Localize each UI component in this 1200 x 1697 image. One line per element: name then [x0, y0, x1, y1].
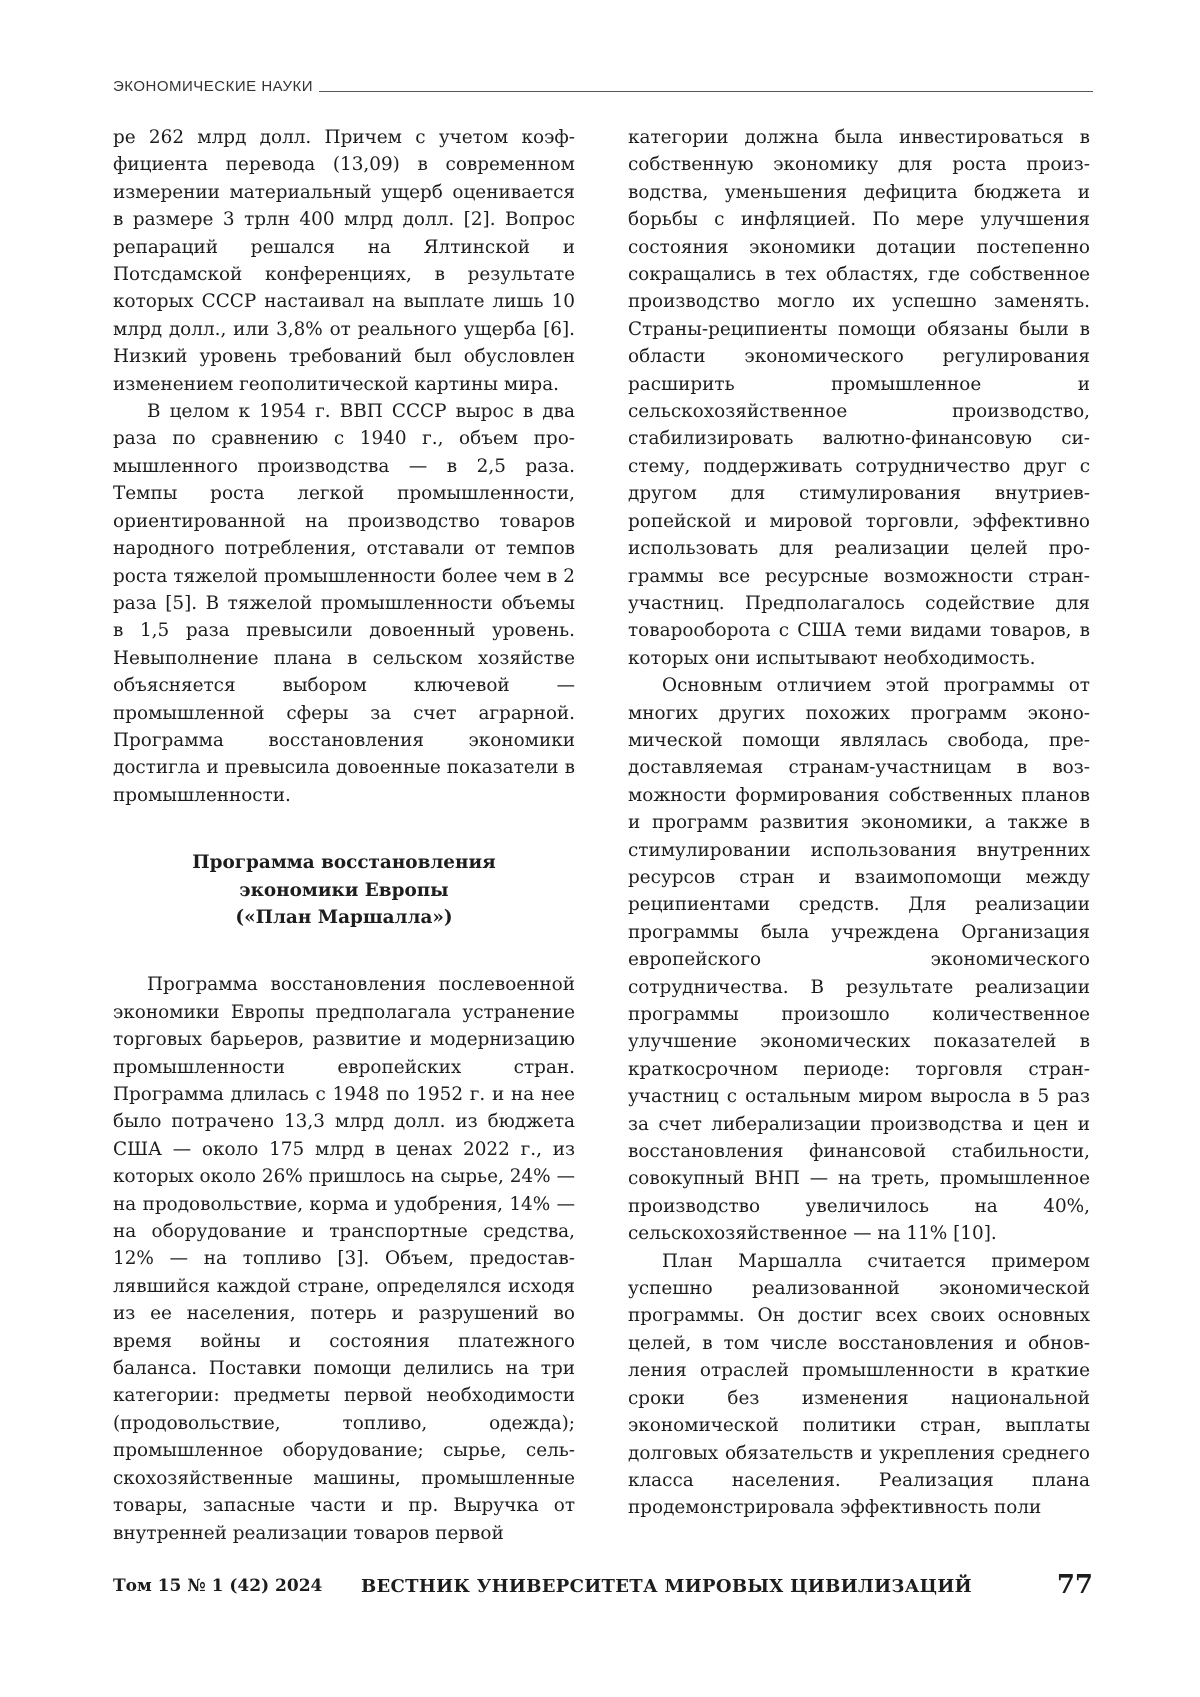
journal-title: ВЕСТНИК УНИВЕРСИТЕТА МИРОВЫХ ЦИВИЛИЗАЦИЙ	[361, 1576, 972, 1597]
page-footer	[113, 1570, 1093, 1604]
heading-line: («План Маршалла»)	[235, 906, 453, 928]
header-rule	[319, 91, 1093, 92]
heading-line: экономики Европы	[239, 879, 449, 901]
paragraph: Основным отличием этой программы от многих других похожих программ экономической помощи являлась свобода, предоставляемая странам-участницам в возможности формирования собственных планов и программ развития экономики, а также в стимулировании использования внутренних ресурсов стран и взаимопомощи между реципиентами средств. Для реализации программы была учреждена Организация европейского экономического сотрудничества. В результате реализации программы произошло количественное улучшение экономических показателей в краткосрочном периоде: торговля стран-участниц с остальным миром выросла в 5 раз за счет либерализации производства и цен и восстановления финансовой стабильности, совокупный ВНП — на треть, промышленное производство увеличилось на 40%, сельскохозяйственное — на 11% [10].	[628, 675, 1090, 1245]
paragraph: План Маршалла считается примером успешно реализованной экономической программы. Он достиг всех своих основных целей, в том числе восстановления и обновления отраслей промышленности в краткие сроки без изменения национальной экономической политики стран, выплаты долговых обязательств и укрепления среднего класса населения. Реализация плана продемонстрировала эффективность поли	[628, 1250, 1090, 1519]
paragraph: ре 262 млрд долл. Причем с учетом коэффициента перевода (13,09) в современном измерении материальный ущерб оценивается в размере 3 трлн 400 млрд долл. [2]. Вопрос репараций решался на Ялтинской и Потсдамской конференциях, в результате которых СССР настаивал на выплате лишь 10 млрд долл., или 3,8% от реального ущерба [6]. Низкий уровень требований был обусловлен изменением геополитической картины мира.	[113, 127, 575, 395]
section-title: ЭКОНОМИЧЕСКИЕ НАУКИ	[113, 78, 314, 95]
left-column	[113, 124, 575, 1547]
section-heading	[113, 849, 575, 931]
issue-info: Том 15 № 1 (42) 2024	[113, 1576, 323, 1596]
page-number: 77	[1056, 1570, 1093, 1600]
paragraph: В целом к 1954 г. ВВП СССР вырос в два раза по сравнению с 1940 г., объем промышленного производства — в 2,5 раза. Темпы роста легкой промышленности, ориентированной на производство товаров народного потребления, отставали от темпов роста тяжелой промышленности более чем в 2 раза [5]. В тяжелой промышленности объемы в 1,5 раза превысили довоенный уровень. Невыполнение плана в сельском хозяйстве объясняется выбором ключевой — промышленной сферы за счет аграрной. Программа восстановления экономики достигла и превысила довоенные показатели в промышленности.	[113, 401, 575, 806]
right-column	[628, 124, 1090, 1522]
heading-line: Программа восстановления	[192, 852, 496, 874]
paragraph: Программа восстановления послевоенной экономики Европы предполагала устранение торговых барьеров, развитие и модернизацию промышленности европейских стран. Программа длилась с 1948 по 1952 г. и на нее было потрачено 13,3 млрд долл. из бюджета США — около 175 млрд в ценах 2022 г., из которых около 26% пришлось на сырье, 24% — на продовольствие, корма и удобрения, 14% — на оборудование и транспортные средства, 12% — на топливо [3]. Объем, предоставлявшийся каждой стране, определялся исходя из ее населения, потерь и разрушений во время войны и состояния платежного баланса. Поставки помощи делились на три категории: предметы первой необходимости (продовольствие, топливо, одежда); промышленное оборудование; сырье, сельскохозяйственные машины, промышленные товары, запасные части и пр. Выручка от внутренней реализации товаров первой	[113, 974, 575, 1544]
running-head	[113, 78, 1093, 95]
paragraph: категории должна была инвестироваться в собственную экономику для роста производства, уменьшения дефицита бюджета и борьбы с инфляцией. По мере улучшения состояния экономики дотации постепенно сокращались в тех областях, где собственное производство могло их успешно заменять. Страны-реципиенты помощи обязаны были в области экономического регулирования расширить промышленное и сельскохозяйственное производство, стабилизировать валютно-финансовую систему, поддерживать сотрудничество друг с другом для стимулирования внутриевропейской и мировой торговли, эффективно использовать для реализации целей программы все ресурсные возможности стран-участниц. Предполагалось содействие для товарооборота с США теми видами товаров, в которых они испытывают необходимость.	[628, 127, 1090, 669]
